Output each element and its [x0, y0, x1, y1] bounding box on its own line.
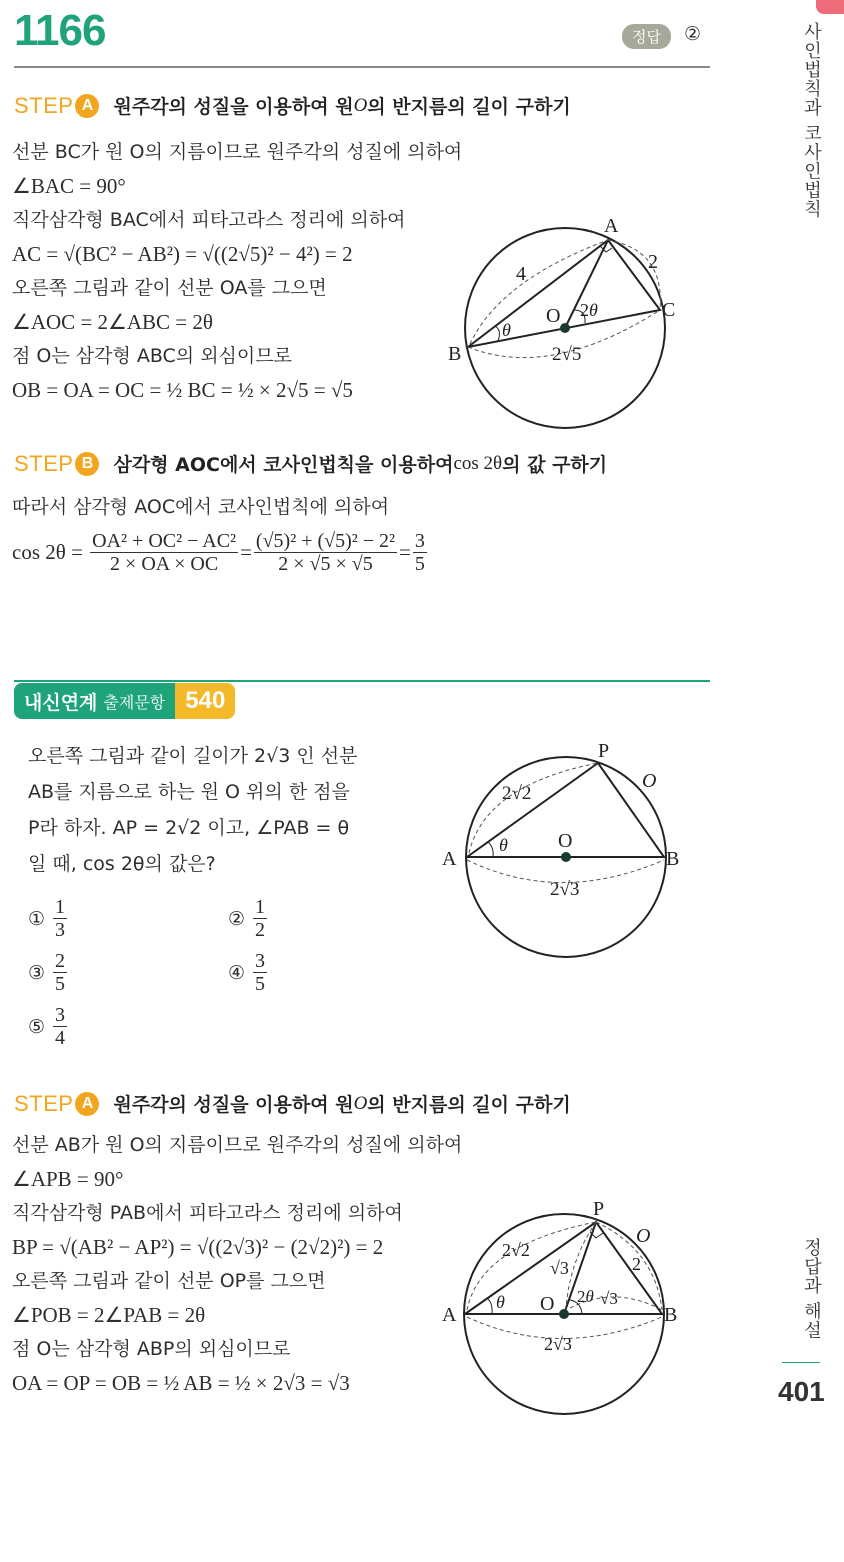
chapter-title: 사인법칙과 코사인법칙 [801, 22, 822, 219]
choice-2[interactable] [228, 896, 269, 941]
solution-line: 선분 AB가 원 O의 지름이므로 원주각의 성질에 의하여 [12, 1134, 463, 1156]
question-line: P라 하자. AP = 2√2 이고, ∠PAB = θ [28, 817, 350, 839]
choice-mark: ③ [28, 961, 46, 984]
step-title: 의 반지름의 길이 구하기 [367, 1094, 571, 1116]
step-label: STEP [14, 1090, 74, 1116]
svg-text:O: O [558, 830, 573, 852]
svg-text:θ: θ [502, 320, 511, 340]
figure-circle-abc [440, 210, 700, 430]
step-letter-badge: B [75, 452, 99, 476]
svg-text:√3: √3 [600, 1289, 618, 1308]
question-line: 일 때, cos 2θ의 값은? [28, 853, 216, 875]
solution-line: 따라서 삼각형 AOC에서 코사인법칙에 의하여 [12, 496, 390, 518]
svg-text:θ: θ [496, 1292, 505, 1312]
svg-text:2√2: 2√2 [502, 783, 532, 804]
step-a-header [14, 92, 571, 119]
fraction-denominator: 2 [255, 919, 266, 941]
step-title-var: O [353, 94, 368, 116]
step-b-header [14, 450, 607, 477]
svg-text:2√3: 2√3 [544, 1334, 572, 1354]
solution-line: 직각삼각형 PAB에서 피타고라스 정리에 의하여 [12, 1202, 403, 1224]
svg-text:A: A [442, 848, 457, 870]
solution-line: 점 O는 삼각형 ABP의 외심이므로 [12, 1338, 291, 1360]
step-letter-badge: A [75, 1092, 99, 1116]
equals-sign: = [240, 540, 252, 564]
step-title-math: cos 2θ [453, 452, 503, 474]
section-title: 정답과 해설 [801, 1238, 822, 1340]
step-title: 의 반지름의 길이 구하기 [367, 96, 571, 118]
fraction-denominator: 5 [55, 973, 66, 995]
choice-1[interactable] [28, 896, 69, 941]
solution-line: 오른쪽 그림과 같이 선분 OA를 그으면 [12, 277, 327, 299]
svg-text:2: 2 [632, 1254, 641, 1274]
banner-label-normal: 출제문항 [103, 692, 166, 712]
solution-line: ∠APB = 90° [12, 1167, 124, 1191]
fraction-denominator: 2 × √5 × √5 [278, 553, 373, 575]
fraction-denominator: 2 × OA × OC [110, 553, 219, 575]
svg-text:2√2: 2√2 [502, 1240, 530, 1260]
svg-text:C: C [662, 299, 676, 321]
fraction-numerator: (√5)² + (√5)² − 2² [255, 530, 396, 552]
question-line: 오른쪽 그림과 같이 길이가 2√3 인 선분 [28, 745, 358, 767]
step-b-body [12, 490, 429, 575]
svg-text:A: A [604, 215, 619, 237]
fraction [413, 530, 427, 575]
solution-line: ∠AOC = 2∠ABC = 2θ [12, 310, 213, 334]
step-title: 삼각형 AOC에서 코사인법칙을 이용하여 [113, 454, 454, 476]
svg-text:2θ: 2θ [577, 1287, 594, 1306]
svg-text:O: O [636, 1225, 651, 1247]
solution-step-a-header [14, 1090, 571, 1117]
figure-circle-apb-solution [440, 1190, 700, 1420]
page-number: 401 [778, 1376, 825, 1407]
choice-4[interactable] [228, 950, 269, 995]
problem-540-question [28, 738, 357, 882]
svg-text:4: 4 [516, 263, 526, 285]
svg-text:2θ: 2θ [580, 300, 598, 320]
page-number-divider [782, 1362, 820, 1363]
solution-line: OB = OA = OC = ½ BC = ½ × 2√5 = √5 [12, 378, 353, 402]
svg-text:B: B [448, 343, 462, 365]
fraction [253, 896, 267, 941]
fraction-denominator: 5 [255, 973, 266, 995]
answer-badge: 정답 [622, 24, 671, 49]
fraction-numerator: 2 [55, 950, 66, 972]
fraction [53, 950, 67, 995]
step-letter-badge: A [75, 94, 99, 118]
fraction [53, 896, 67, 941]
fraction-numerator: 3 [55, 1004, 66, 1026]
section-divider [14, 680, 710, 682]
banner-number: 540 [175, 683, 235, 719]
fraction-denominator: 3 [55, 919, 66, 941]
banner-label [14, 683, 175, 719]
choice-mark: ④ [228, 961, 246, 984]
choice-mark: ⑤ [28, 1015, 46, 1038]
step-title: 원주각의 성질을 이용하여 원 [113, 1094, 354, 1116]
solution-line: 점 O는 삼각형 ABC의 외심이므로 [12, 345, 292, 367]
header-divider [14, 66, 710, 68]
solution-line: 선분 BC가 원 O의 지름이므로 원주각의 성질에 의하여 [12, 141, 463, 163]
svg-text:O: O [546, 305, 561, 327]
formula-lhs: cos 2θ [12, 540, 66, 564]
fraction [53, 1004, 67, 1049]
choice-mark: ① [28, 907, 46, 930]
svg-text:O: O [642, 770, 657, 792]
step-label: STEP [14, 92, 74, 118]
svg-text:2: 2 [648, 251, 658, 273]
step-a-body [12, 135, 462, 407]
problem-number: 1166 [14, 6, 106, 55]
related-problem-banner [14, 683, 235, 719]
banner-label-bold: 내신연계 [24, 691, 98, 714]
step-label: STEP [14, 450, 74, 476]
svg-text:√3: √3 [550, 1258, 569, 1278]
fraction-numerator: OA² + OC² − AC² [92, 530, 237, 552]
equals-sign: = [65, 540, 89, 564]
svg-text:P: P [598, 740, 610, 762]
svg-text:2√3: 2√3 [550, 879, 580, 900]
solution-line: 직각삼각형 BAC에서 피타고라스 정리에 의하여 [12, 209, 406, 231]
solution-line: AC = √(BC² − AB²) = √((2√5)² − 4²) = 2 [12, 242, 353, 266]
step-title: 의 값 구하기 [502, 454, 608, 476]
fraction-numerator: 1 [255, 896, 266, 918]
solution-line: 오른쪽 그림과 같이 선분 OP를 그으면 [12, 1270, 326, 1292]
solution-line: ∠POB = 2∠PAB = 2θ [12, 1303, 206, 1327]
fraction-denominator: 5 [414, 553, 425, 575]
solution-line: OA = OP = OB = ½ AB = ½ × 2√3 = √3 [12, 1371, 350, 1395]
choice-5[interactable] [28, 1004, 69, 1049]
svg-text:P: P [593, 1198, 605, 1220]
svg-text:θ: θ [499, 835, 508, 855]
choice-mark: ② [228, 907, 246, 930]
fraction-numerator: 1 [55, 896, 66, 918]
fraction-denominator: 4 [55, 1027, 66, 1049]
step-title: 원주각의 성질을 이용하여 원 [113, 96, 354, 118]
svg-text:2√5: 2√5 [552, 344, 582, 365]
svg-text:O: O [540, 1293, 555, 1315]
svg-text:B: B [666, 848, 680, 870]
equals-sign: = [399, 540, 411, 564]
figure-circle-apb [440, 735, 700, 960]
fraction [253, 950, 267, 995]
fraction-numerator: 3 [255, 950, 266, 972]
fraction [90, 530, 238, 575]
fraction-numerator: 3 [414, 530, 425, 552]
answer-value: ② [684, 23, 702, 45]
question-line: AB를 지름으로 하는 원 O 위의 한 점을 [28, 781, 350, 803]
chapter-tab-marker [816, 0, 844, 14]
fraction [254, 530, 397, 575]
svg-text:B: B [664, 1304, 678, 1326]
svg-text:A: A [442, 1304, 457, 1326]
solution-line: BP = √(AB² − AP²) = √((2√3)² − (2√2)²) = 2 [12, 1235, 384, 1259]
solution-line: ∠BAC = 90° [12, 174, 126, 198]
solution-step-a-body [12, 1128, 462, 1400]
cosine-law-formula [12, 530, 429, 575]
step-title-var: O [353, 1092, 368, 1114]
choice-3[interactable] [28, 950, 69, 995]
